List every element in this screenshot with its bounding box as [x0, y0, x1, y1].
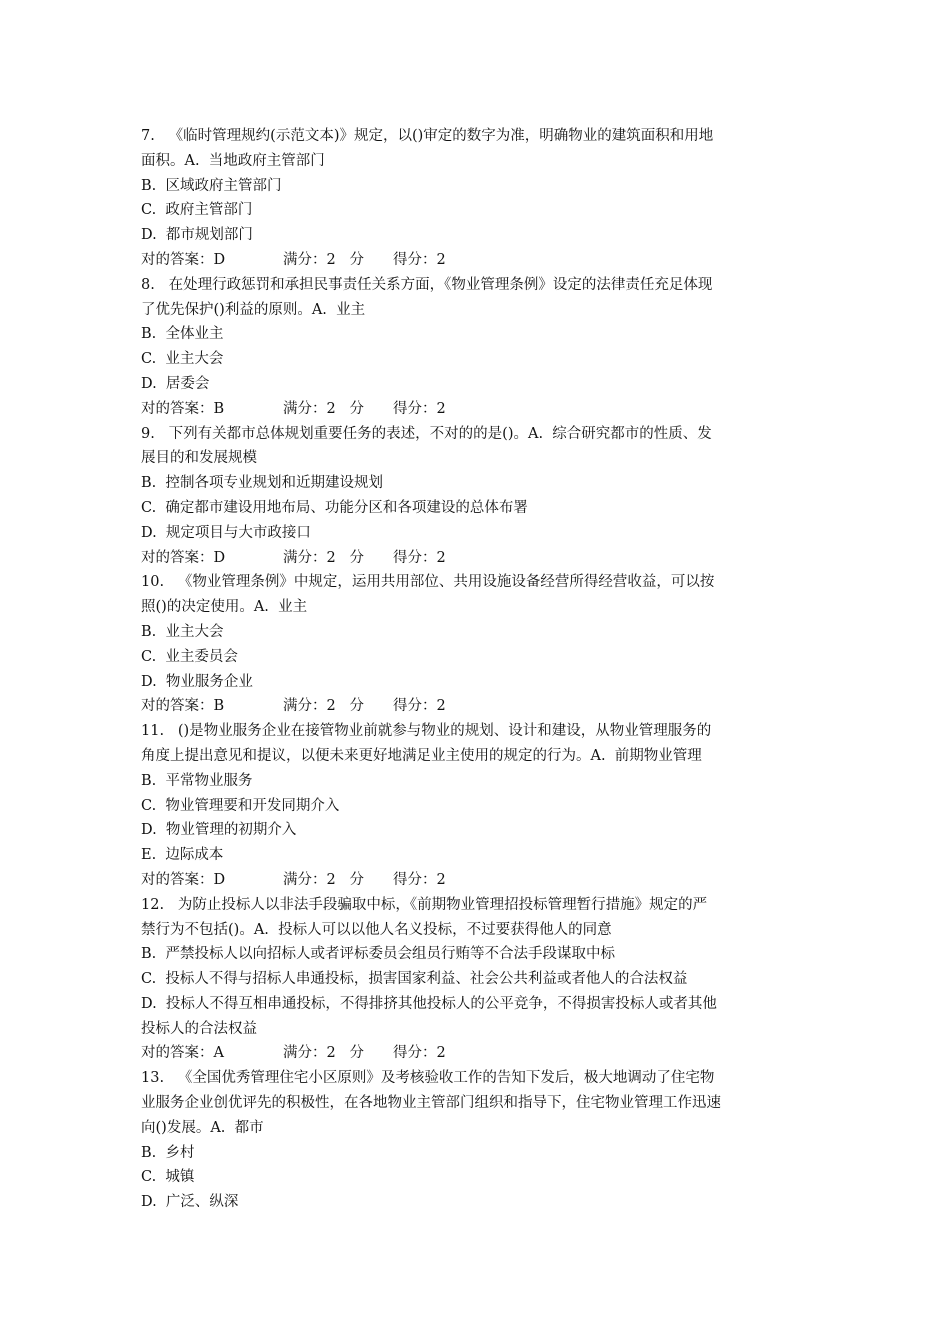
- option-b: B. 乡村: [141, 1144, 195, 1161]
- score: 得分：2: [393, 871, 446, 888]
- question-text: 10. 《物业管理条例》中规定，运用共用部位、共用设施设备经营所得经营收益，可以按: [141, 574, 715, 591]
- question-11: [141, 719, 811, 893]
- correct-answer: 对的答案：D: [141, 549, 226, 566]
- correct-answer: 对的答案：D: [141, 871, 226, 888]
- answer-line: [141, 1041, 811, 1066]
- score: 得分：2: [393, 400, 446, 417]
- full-score: 满分：2 分: [283, 1045, 365, 1062]
- question-text: 照()的决定使用。A. 业主: [141, 599, 308, 616]
- option-d: D. 广泛、纵深: [141, 1194, 239, 1211]
- option-c: C. 投标人不得与招标人串通投标，损害国家利益、社会公共利益或者他人的合法权益: [141, 971, 688, 988]
- correct-answer: 对的答案：D: [141, 251, 226, 268]
- question-text: 面积。A. 当地政府主管部门: [141, 152, 325, 169]
- question-text: 8. 在处理行政惩罚和承担民事责任关系方面，《物业管理条例》设定的法律责任充足体现: [141, 276, 713, 293]
- full-score: 满分：2 分: [283, 251, 365, 268]
- question-12: [141, 893, 811, 1067]
- question-text: 了优先保护()利益的原则。A. 业主: [141, 301, 366, 318]
- score: 得分：2: [393, 1045, 446, 1062]
- question-text: 禁行为不包括()。A. 投标人可以以他人名义投标，不过要获得他人的同意: [141, 921, 612, 938]
- option-d: D. 居委会: [141, 375, 210, 392]
- question-text: 展目的和发展规模: [141, 450, 257, 467]
- answer-line: [141, 397, 811, 422]
- full-score: 满分：2 分: [283, 400, 365, 417]
- answer-line: [141, 694, 811, 719]
- answer-line: [141, 248, 811, 273]
- option-b: B. 全体业主: [141, 326, 224, 343]
- option-d: D. 都市规划部门: [141, 227, 253, 244]
- score: 得分：2: [393, 251, 446, 268]
- option-d: D. 规定项目与大市政接口: [141, 524, 311, 541]
- question-text: 向()发展。A. 都市: [141, 1119, 264, 1136]
- question-7: [141, 124, 811, 273]
- option-d: D. 物业管理的初期介入: [141, 822, 297, 839]
- answer-line: [141, 546, 811, 571]
- option-c: C. 政府主管部门: [141, 202, 253, 219]
- option-c: C. 业主委员会: [141, 648, 238, 665]
- correct-answer: 对的答案：A: [141, 1045, 224, 1062]
- document-page: [141, 124, 811, 1215]
- correct-answer: 对的答案：B: [141, 400, 225, 417]
- option-b: B. 平常物业服务: [141, 772, 253, 789]
- question-text: 13. 《全国优秀管理住宅小区原则》及考核验收工作的告知下发后，极大地调动了住宅物: [141, 1070, 715, 1087]
- option-b: B. 区域政府主管部门: [141, 177, 282, 194]
- option-c: C. 城镇: [141, 1169, 195, 1186]
- score: 得分：2: [393, 549, 446, 566]
- option-c: C. 确定都市建设用地布局、功能分区和各项建设的总体布署: [141, 499, 528, 516]
- question-text: 角度上提出意见和提议，以便未来更好地满足业主使用的规定的行为。A. 前期物业管理: [141, 747, 702, 764]
- question-text: 9. 下列有关都市总体规划重要任务的表述，不对的的是()。A. 综合研究都市的性质、发: [141, 425, 712, 442]
- question-10: [141, 570, 811, 719]
- option-c: C. 物业管理要和开发同期介入: [141, 797, 340, 814]
- question-9: [141, 422, 811, 571]
- question-text: 业服务企业创优评先的积极性，在各地物业主管部门组织和指导下，住宅物业管理工作迅速: [141, 1095, 721, 1112]
- option-b: B. 业主大会: [141, 623, 224, 640]
- score: 得分：2: [393, 698, 446, 715]
- question-text: 11. ()是物业服务企业在接管物业前就参与物业的规划、设计和建设，从物业管理服务的: [141, 723, 712, 740]
- option-c: C. 业主大会: [141, 351, 224, 368]
- full-score: 满分：2 分: [283, 871, 365, 888]
- question-text: 7. 《临时管理规约(示范文本)》规定，以()审定的数字为准，明确物业的建筑面积和用地: [141, 128, 714, 144]
- option-b: B. 控制各项专业规划和近期建设规划: [141, 475, 383, 492]
- option-d: D. 物业服务企业: [141, 673, 253, 690]
- full-score: 满分：2 分: [283, 549, 365, 566]
- correct-answer: 对的答案：B: [141, 698, 225, 715]
- option-d: D. 投标人不得互相串通投标，不得排挤其他投标人的公平竞争，不得损害投标人或者其他: [141, 995, 717, 1012]
- question-text: 12. 为防止投标人以非法手段骗取中标，《前期物业管理招投标管理暂行措施》规定的严: [141, 896, 708, 913]
- option-e: E. 边际成本: [141, 847, 224, 864]
- option-d-continued: 投标人的合法权益: [141, 1020, 257, 1037]
- answer-line: [141, 868, 811, 893]
- question-13: [141, 1066, 811, 1215]
- full-score: 满分：2 分: [283, 698, 365, 715]
- question-8: [141, 273, 811, 422]
- option-b: B. 严禁投标人以向招标人或者评标委员会组员行贿等不合法手段谋取中标: [141, 946, 615, 963]
